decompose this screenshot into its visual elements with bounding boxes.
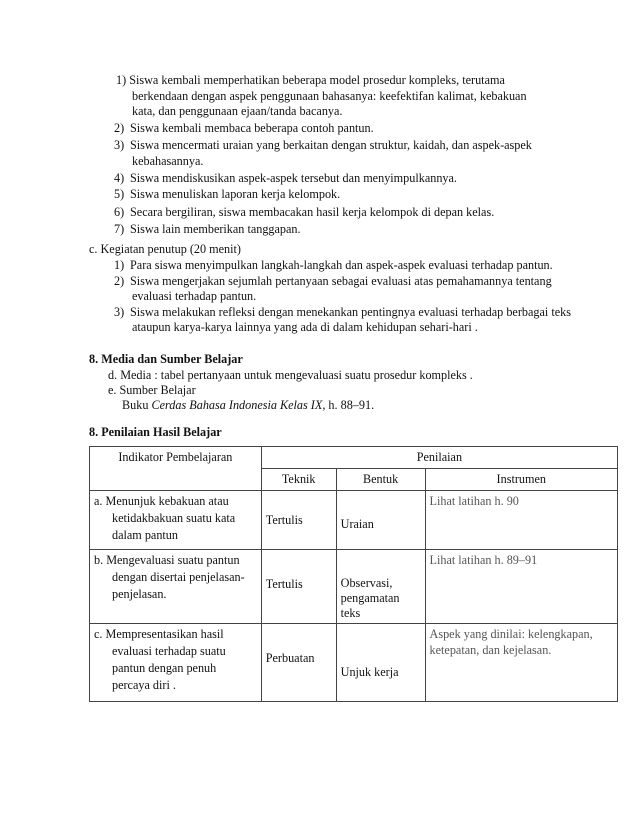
- row-c-form: Unjuk kerja: [336, 624, 425, 702]
- table-row: [90, 550, 618, 624]
- book-reference: Buku Cerdas Bahasa Indonesia Kelas IX, h. 88–91.: [122, 398, 375, 412]
- col-header-form: Bentuk: [336, 469, 425, 491]
- row-b-form: Observasi, pengamatan teks: [336, 550, 425, 624]
- row-c-indicator: c. Mempresentasikan hasil evaluasi terhadap suatu pantun dengan penuh percaya diri .: [90, 624, 262, 702]
- closing-item-2-line-1: 2) Siswa mengerjakan sejumlah pertanyaan sebagai evaluasi atas pemahamannya tentang: [114, 274, 552, 288]
- step-7: 7) Siswa lain memberikan tanggapan.: [114, 222, 301, 236]
- media-line: d. Media : tabel pertanyaan untuk mengevaluasi suatu prosedur kompleks .: [108, 368, 473, 382]
- closing-heading: c. Kegiatan penutup (20 menit): [89, 242, 241, 256]
- step-3-line-1: 3) Siswa mencermati uraian yang berkaitan dengan struktur, kaidah, dan aspek-aspek: [114, 138, 532, 152]
- col-header-instrument: Instrumen: [425, 469, 617, 491]
- step-3-line-2: kebahasannya.: [132, 154, 204, 168]
- step-1-line-3: kata, dan penggunaan ejaan/tanda bacanya.: [132, 104, 343, 118]
- row-b-indicator: b. Mengevaluasi suatu pantun dengan disertai penjelasan- penjelasan.: [90, 550, 262, 624]
- row-a-technique: Tertulis: [261, 491, 336, 550]
- step-1-line-2: berkendaan dengan aspek penggunaan bahasanya: keefektifan kalimat, kebakuan: [132, 89, 527, 103]
- assessment-table: [89, 446, 618, 702]
- closing-item-3-line-1: 3) Siswa melakukan refleksi dengan menekankan pentingnya evaluasi terhadap berbagai teks: [114, 305, 571, 319]
- step-2: 2) Siswa kembali membaca beberapa contoh pantun.: [114, 121, 374, 135]
- col-header-indicator: Indikator Pembelajaran: [90, 447, 262, 491]
- row-c-instrument: Aspek yang dinilai: kelengkapan, ketepatan, dan kejelasan.: [425, 624, 617, 702]
- step-4: 4) Siswa mendiskusikan aspek-aspek tersebut dan menyimpulkannya.: [114, 171, 457, 185]
- table-row: [90, 624, 618, 702]
- row-a-form: Uraian: [336, 491, 425, 550]
- col-header-group: Penilaian: [261, 447, 617, 469]
- source-line: e. Sumber Belajar: [108, 383, 196, 397]
- step-1-line-1: 1) Siswa kembali memperhatikan beberapa model prosedur kompleks, terutama: [116, 73, 505, 87]
- table-row: [90, 491, 618, 550]
- closing-item-3-line-2: ataupun karya-karya lainnya yang ada di dalam kehidupan sehari-hari .: [132, 320, 478, 334]
- row-a-instrument: Lihat latihan h. 90: [425, 491, 617, 550]
- step-5: 5) Siswa menuliskan laporan kerja kelompok.: [114, 187, 341, 201]
- step-6: 6) Secara bergiliran, siswa membacakan hasil kerja kelompok di depan kelas.: [114, 205, 495, 219]
- media-heading: 8. Media dan Sumber Belajar: [89, 352, 243, 366]
- closing-item-1: 1) Para siswa menyimpulkan langkah-langkah dan aspek-aspek evaluasi terhadap pantun.: [114, 258, 553, 272]
- closing-item-2-line-2: evaluasi terhadap pantun.: [132, 289, 257, 303]
- row-a-indicator: a. Menunjuk kebakuan atau ketidakbakuan suatu kata dalam pantun: [90, 491, 262, 550]
- row-c-technique: Perbuatan: [261, 624, 336, 702]
- assessment-heading: 8. Penilaian Hasil Belajar: [89, 425, 222, 439]
- col-header-technique: Teknik: [261, 469, 336, 491]
- row-b-technique: Tertulis: [261, 550, 336, 624]
- row-b-instrument: Lihat latihan h. 89–91: [425, 550, 617, 624]
